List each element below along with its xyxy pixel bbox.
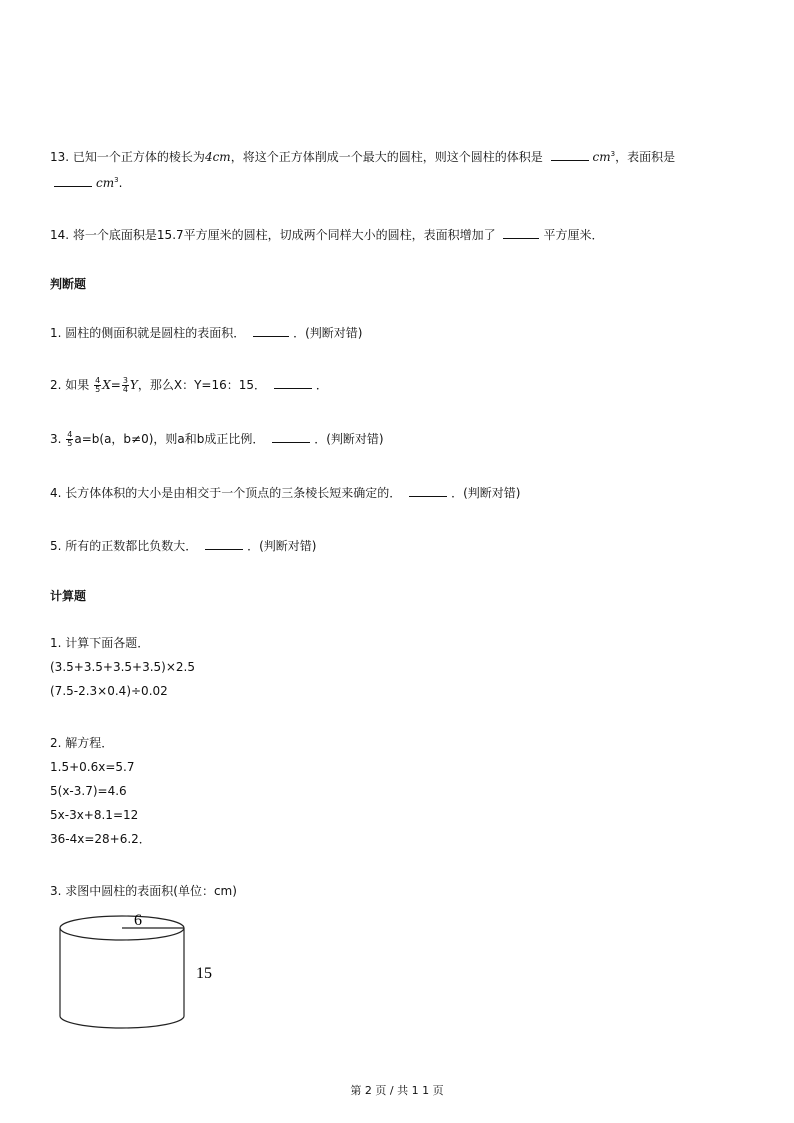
question-tail: ． (315, 378, 328, 392)
radius-label: 6 (134, 912, 142, 929)
question-text: 已知一个正方体的棱长为 (72, 150, 205, 164)
question-14 (50, 226, 604, 243)
answer-blank[interactable] (503, 226, 539, 239)
question-text: a=b(a，b≠0)，则a和b成正比例． (74, 432, 265, 446)
question-text: ，表面积是 (615, 150, 676, 164)
question-tail: ．(判断对错) (314, 432, 384, 446)
question-text: 圆柱的侧面积就是圆柱的表面积． (65, 326, 246, 340)
variable-x: X (102, 378, 111, 392)
answer-blank[interactable] (274, 376, 312, 389)
judge-question-5 (50, 537, 317, 554)
cylinder-bottom-arc (60, 1016, 184, 1028)
question-number: 3. (50, 432, 62, 446)
judge-question-3 (50, 430, 384, 448)
equation: 1.5+0.6x=5.7 (50, 760, 135, 774)
judge-question-4 (50, 484, 521, 501)
unit-cm3: cm (96, 176, 115, 190)
superscript: 3 (610, 150, 616, 158)
question-number: 1. (50, 636, 62, 650)
answer-blank[interactable] (253, 324, 289, 337)
ratio-text: X：Y=16：15． (173, 378, 267, 392)
variable-y: Y (129, 378, 138, 392)
calc-question-2-title (50, 735, 113, 751)
question-number: 4. (50, 486, 62, 500)
question-number: 2. (50, 736, 62, 750)
calc-question-1-title (50, 635, 149, 651)
question-text: ，将这个正方体削成一个最大的圆柱，则这个圆柱的体积是 (230, 150, 543, 164)
question-number: 13. (50, 150, 70, 164)
equation: 36-4x=28+6.2． (50, 832, 151, 846)
fraction: $\frac{3}{4}$ (122, 376, 128, 394)
page-footer: 第 2 页 / 共 1 1 页 (350, 1084, 444, 1097)
cylinder-figure (56, 908, 226, 1038)
superscript: 3 (114, 176, 119, 184)
question-tail: ．(判断对错) (247, 539, 317, 553)
question-text: 如果 (65, 378, 90, 392)
section-heading-calc: 计算题 (50, 589, 87, 603)
sentence-end: . (118, 176, 123, 190)
question-text: 长方体体积的大小是由相交于一个顶点的三条棱长短来确定的． (65, 486, 402, 500)
question-number: 3. (50, 884, 62, 898)
question-13-line-2 (54, 172, 122, 191)
question-text: 平方厘米． (543, 228, 604, 242)
question-number: 2. (50, 378, 62, 392)
calc-question-3-title (50, 883, 237, 899)
question-tail: ．(判断对错) (293, 326, 363, 340)
question-text: 解方程． (65, 736, 114, 750)
answer-blank[interactable] (409, 484, 447, 497)
height-label: 15 (196, 965, 212, 982)
question-text: 所有的正数都比负数大． (65, 539, 198, 553)
fraction: $\frac{4}{5}$ (95, 376, 101, 394)
unit-cm: cm (212, 150, 231, 164)
answer-blank-volume[interactable] (551, 148, 589, 161)
calc-expression: (7.5-2.3×0.4)÷0.02 (50, 684, 168, 698)
edge-length-value: 4 (204, 150, 213, 164)
fraction: $\frac{4}{5}$ (67, 430, 73, 448)
equation: 5x-3x+8.1=12 (50, 808, 139, 822)
equation: 5(x-3.7)=4.6 (50, 784, 127, 798)
question-text: 将一个底面积是15.7平方厘米的圆柱，切成两个同样大小的圆柱，表面积增加了 (72, 228, 496, 242)
question-13-line-1 (50, 146, 675, 165)
unit-cm3: cm (592, 150, 611, 164)
section-heading-judge: 判断题 (50, 277, 87, 291)
judge-question-2 (50, 376, 328, 394)
answer-blank[interactable] (205, 537, 243, 550)
judge-question-1 (50, 324, 363, 341)
question-number: 14. (50, 228, 70, 242)
question-text: ，那么 (137, 378, 174, 392)
answer-blank-surface-area[interactable] (54, 174, 92, 187)
question-number: 5. (50, 539, 62, 553)
calc-expression: (3.5+3.5+3.5+3.5)×2.5 (50, 660, 196, 674)
equals-sign: = (110, 378, 121, 392)
answer-blank[interactable] (272, 430, 310, 443)
question-tail: ．(判断对错) (451, 486, 521, 500)
question-text: 求图中圆柱的表面积(单位：cm) (65, 884, 237, 898)
question-number: 1. (50, 326, 62, 340)
question-text: 计算下面各题． (65, 636, 150, 650)
